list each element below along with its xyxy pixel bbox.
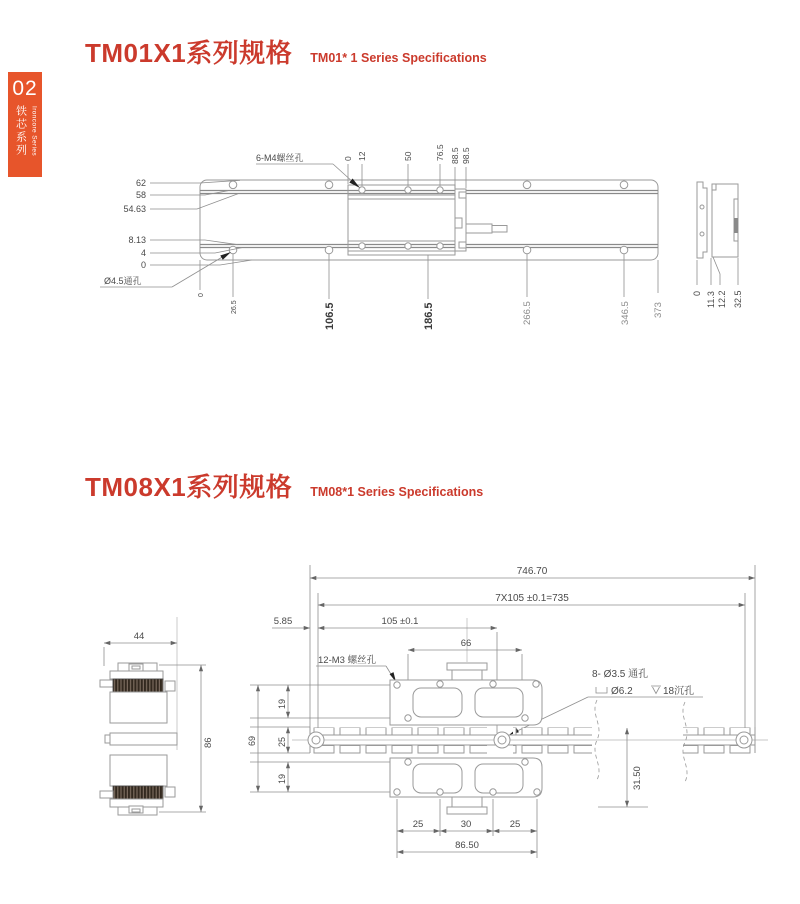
screw-hole-note (316, 654, 396, 682)
tm01-dimension-drawing (85, 130, 775, 335)
series-name-cn: 铁芯系列 (14, 105, 27, 157)
section2-title-en: TM08*1 Series Specifications (310, 485, 484, 499)
dim-label: 5.85 (273, 616, 293, 627)
dim-label: 58 (135, 190, 146, 200)
dim-label: 19 (277, 773, 287, 784)
dim-label: 25 (412, 819, 424, 830)
cable-connector (466, 224, 507, 233)
dim-label: 26.5 (231, 300, 238, 314)
dim-label: 12 (357, 151, 367, 161)
dim-label: 44 (133, 631, 145, 642)
dim-label: 12.2 (717, 290, 727, 308)
dim-label: 0 (343, 156, 353, 161)
chapter-series-labels (8, 105, 42, 157)
dim-label: 0 (140, 260, 146, 270)
dim-label: 8.13 (128, 235, 146, 245)
dim-label: 746.70 (516, 566, 548, 577)
dim-label: 0 (198, 293, 205, 297)
chapter-number: 02 (12, 77, 38, 100)
forcer-top-plate (390, 663, 542, 725)
dim-label: 76.5 (435, 144, 445, 161)
section2-title (85, 467, 483, 504)
tm08-dimension-drawing (75, 555, 785, 867)
dim-label: 25 (509, 819, 521, 830)
dim-label: 62 (135, 178, 146, 188)
section1-title-cn: TM01X1系列规格 (85, 38, 293, 68)
dim-label: 7X105 ±0.1=735 (495, 593, 569, 604)
section1-title (85, 33, 487, 70)
screw-note-label: 6-M4螺丝孔 (256, 153, 304, 163)
dim-label: 50 (403, 151, 413, 161)
dim-label: 98.5 (461, 147, 471, 164)
end-section-view (100, 617, 214, 815)
dim-label: 346.5 (620, 301, 631, 325)
dim-label: 105 ±0.1 (381, 616, 419, 627)
forcer-bottom-plate (390, 758, 542, 814)
bottom-dimensions (198, 254, 664, 330)
hole-note-label: Ø4.5通孔 (104, 276, 142, 286)
dim-label: 25 (277, 736, 287, 747)
dim-label: 11.3 (706, 291, 716, 308)
section1-title-en: TM01* 1 Series Specifications (310, 51, 487, 65)
thru-hole-label: 8- Ø3.5 通孔 (592, 669, 649, 680)
dim-label: 54.63 (123, 204, 146, 214)
cbore-depth-label: 18沉孔 (663, 686, 695, 697)
dim-label: 19 (277, 698, 287, 709)
dim-label: 88.5 (450, 147, 460, 164)
dim-label: 69 (247, 735, 257, 746)
dim-label: 373 (653, 302, 664, 318)
dim-label: 31.50 (632, 766, 643, 790)
chapter-tab (8, 72, 42, 177)
section2-title-cn: TM08X1系列规格 (85, 472, 293, 502)
cbore-dia-label: Ø6.2 (611, 686, 633, 697)
series-name-en: Ironcore Series (30, 106, 38, 157)
dim-label: 32.5 (733, 290, 743, 308)
dim-label: 86.50 (455, 840, 479, 851)
dim-label: 266.5 (522, 301, 533, 325)
dim-label: 0 (692, 290, 702, 296)
dim-label: 66 (460, 638, 472, 649)
dim-label: 86 (203, 737, 214, 748)
base-plate (200, 180, 658, 260)
depth-icon (651, 686, 661, 694)
dim-label: 186.5 (423, 302, 435, 330)
side-section-view (692, 182, 743, 308)
screw-note-label: 12-M3 螺丝孔 (318, 655, 377, 666)
dim-label: 30 (460, 819, 472, 830)
counterbore-icon (596, 687, 607, 693)
dim-label: 4 (140, 248, 146, 258)
dim-label: 106.5 (324, 302, 336, 330)
